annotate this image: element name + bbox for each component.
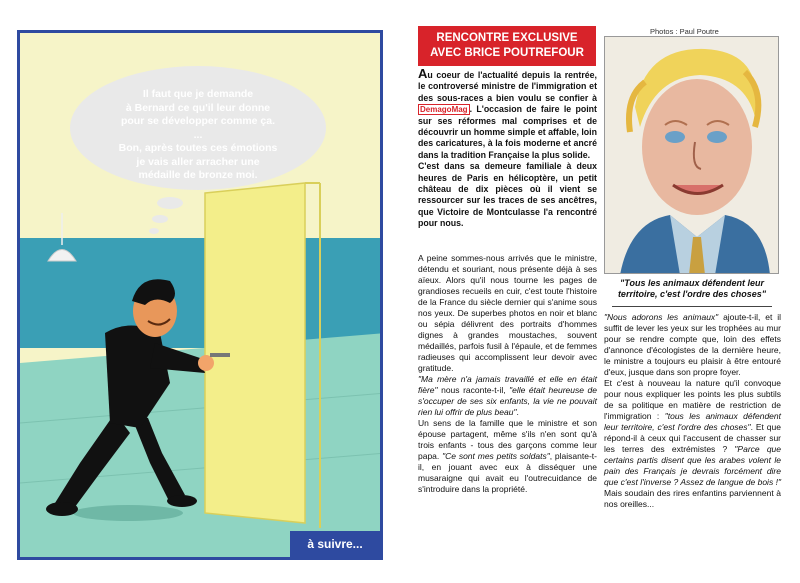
bubble-line: pour se développer comme ça. bbox=[120, 115, 276, 127]
headline-line-2: AVEC BRICE POUTREFOUR bbox=[430, 47, 584, 59]
portrait-illustration bbox=[604, 36, 779, 274]
paragraph bbox=[418, 418, 597, 495]
quote: "tous les animaux défendent leur territoire, c'est l'ordre des choses" bbox=[604, 411, 781, 432]
paragraph-text: , plaisante-t-il, en jouant avec eux à disséquer une musaraigne qui avait eu l'outrecuidance de s'introduire dans la propriété. bbox=[418, 451, 597, 494]
quote: "Nous adorons les animaux" bbox=[604, 312, 719, 322]
brand-logo: DemagoMag bbox=[420, 105, 468, 115]
paragraph bbox=[604, 312, 781, 378]
intro-text-3: C'est dans sa demeure familiale à deux heures de Paris en hélicoptère, un petit château de dix pièces où il vient se ressourcer sur les traces de ses ancêtres, que Victoire de Montculasse l'a rencontré pour nous. bbox=[418, 161, 597, 229]
quote: "elle était heureuse de s'occuper de ses six enfants, la vie ne pouvait rien lui offrir de plus beau" bbox=[418, 385, 597, 417]
portrait-caption: "Tous les animaux défendent leur territoire, c'est l'ordre des choses" bbox=[617, 278, 767, 299]
headline-line-1: RENCONTRE EXCLUSIVE bbox=[436, 32, 578, 44]
bubble-line: je vais aller arracher une bbox=[136, 155, 260, 168]
article-body-column-1 bbox=[418, 253, 597, 495]
comic-panel bbox=[17, 30, 383, 560]
dropcap: A bbox=[418, 66, 428, 81]
paragraph-text: Mais soudain des rires enfantins parviennent à nos oreilles... bbox=[604, 488, 781, 509]
bubble-line: Il faut que je demande bbox=[142, 88, 254, 100]
intro-text-1: u coeur de l'actualité depuis la rentrée, le controversé ministre de l'immigration et des sous-races a bien voulu se confier à bbox=[418, 70, 597, 103]
paragraph bbox=[418, 374, 597, 418]
intro-text-2: . L'occasion de faire le point sur ses réformes mal comprises et de découvrir un homme simple et affable, loin des caricatures, à la fois moderne et ancré dans la tradition Française la plus solide. bbox=[418, 104, 597, 160]
quote: "Ce sont mes petits soldats" bbox=[442, 451, 550, 461]
paragraph-text: Et c'est à nouveau la nature qu'il convoque pour nous expliquer les points les plus subtils de sa politique en matière de restriction de l'immigration : bbox=[604, 378, 781, 421]
article-headline bbox=[418, 26, 596, 66]
photo-credit: Photos : Paul Poutre bbox=[650, 27, 719, 36]
bubble-line: médaille de bronze moi. bbox=[138, 169, 258, 181]
thought-bubble bbox=[78, 68, 318, 188]
paragraph-text: nous raconte-t-il, bbox=[437, 385, 510, 395]
paragraph bbox=[604, 378, 781, 510]
bubble-line: à Bernard ce qu'il leur donne bbox=[125, 101, 271, 114]
portrait-drawing bbox=[605, 37, 779, 274]
bubble-line: Bon, après toutes ces émotions bbox=[118, 142, 278, 154]
paragraph-text: Un sens de la famille que le ministre et son épouse partagent, même s'ils n'en sont qu'à trois enfants - tous des garçons comme leur papa. bbox=[418, 418, 597, 461]
article-intro bbox=[418, 68, 597, 230]
article-body-column-2 bbox=[604, 312, 781, 510]
to-be-continued-label: à suivre... bbox=[290, 531, 380, 557]
paragraph-text: . Et que répond-il à ceux qui l'accusent de chasser sur les terres des extrémistes ? bbox=[604, 422, 781, 454]
paragraph-text: ajoute-t-il, et il suffit de lever les yeux sur les trophées au mur pour se rendre compte que, loin des effets d'annonce d'écologistes de la dernière heure, le ministre a toujours eu plaisir à être entouré d'eux, jusque dans son propre foyer. bbox=[604, 312, 781, 377]
caption-divider bbox=[612, 306, 772, 307]
bubble-line: ... bbox=[193, 128, 203, 141]
paragraph: A peine sommes-nous arrivés que le ministre, détendu et souriant, nous présente déjà à ses aïeux. Alors qu'il nous tourne les pages de grandioses recueils en cuir, c'est toute l'histoire de la France du siècle dernier qui s'anime sous nos yeux. De superbes photos en noir et blanc ou sépia délivrent des portraits d'hommes dignes à grandes moustaches, souvent médaillés, parfois fusil à l'épaule, et de femmes radieuses qui accomplissent leur devoir avec gratitude. bbox=[418, 253, 597, 373]
quote: "Ma mère n'a jamais travaillé et elle en était fière" bbox=[418, 374, 597, 395]
paragraph-text: . bbox=[516, 407, 519, 417]
quote: "Parce que certains partis disent que les arabes volent le pain des Français je devrais forcément dire que c'est l'inverse ? Assez de langue de bois !" bbox=[604, 444, 781, 487]
